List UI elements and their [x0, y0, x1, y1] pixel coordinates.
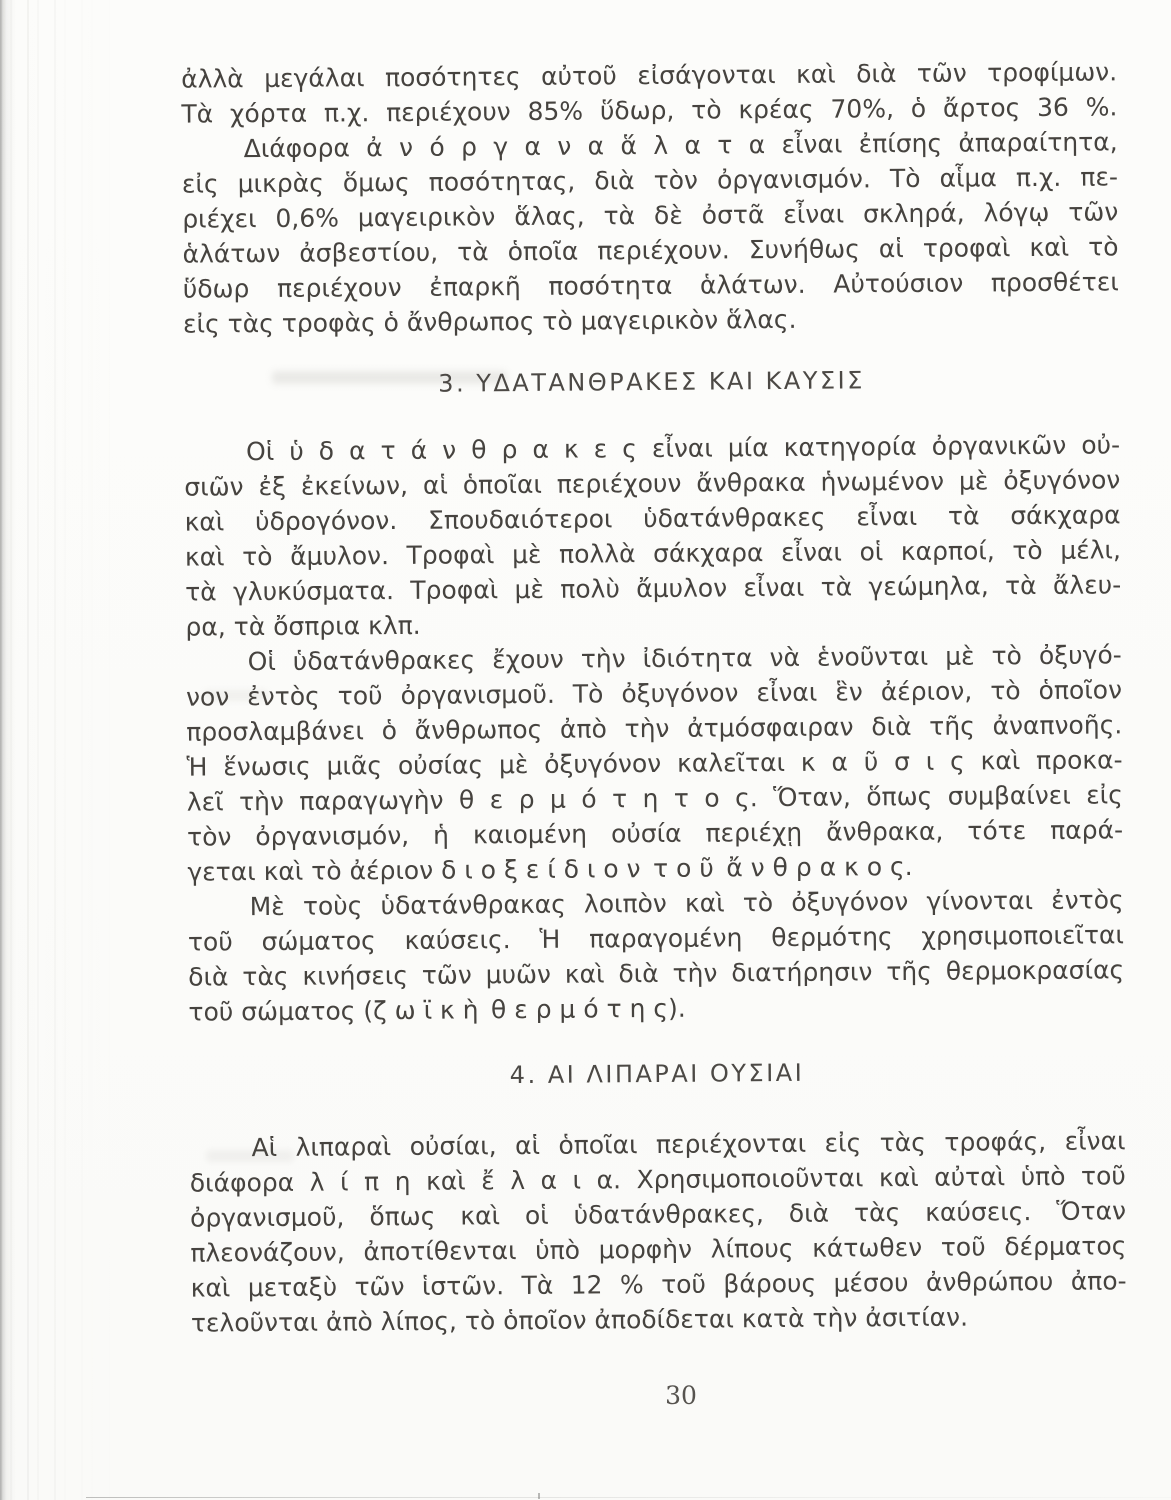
text-line: εἰς τὰς τροφὰς ὁ ἄνθρωπος τὸ μαγειρικὸν ἅλας.	[182, 304, 797, 339]
text-line: τελοῦνται ἀπὸ λίπος, τὸ ὁποῖον ἀποδίδεται κατὰ τὴν ἀσιτίαν.	[190, 1302, 969, 1338]
text-line: καὶ μεταξὺ τῶν ἱστῶν. Τὰ 12 % τοῦ βάρους μέσου ἀνθρώπου ἀπο-	[190, 1266, 1127, 1303]
paragraph	[181, 54, 1118, 131]
text-line: ἁλάτων ἀσβεστίου, τὰ ὁποῖα περιέχουν. Συνήθως αἱ τροφαὶ καὶ τὸ	[182, 232, 1119, 269]
text-line: τοῦ σώματος καύσεις. Ἡ παραγομένη θερμότης χρησιμοποιεῖται	[187, 920, 1125, 957]
text-line: εἰς μικρὰς ὅμως ποσότητας, διὰ τὸν ὀργανισμόν. Τὸ αἷμα π.χ. πε-	[181, 162, 1119, 199]
section-heading: 4. ΑΙ ΛΙΠΑΡΑΙ ΟΥΣΙΑΙ	[509, 1058, 805, 1090]
text-line: Διάφορα ἀ ν ό ρ γ α ν α ἅ λ α τ α εἶναι ἐπίσης ἀπαραίτητα,	[243, 127, 1118, 164]
text-line: τὸν ὀργανισμόν, ἡ καιομένη οὐσία περιέχῃ ἄνθρακα, τότε παρά-	[186, 815, 1124, 852]
text-line: Μὲ τοὺς ὑδατάνθρακας λοιπὸν καὶ τὸ ὀξυγόνον γίνονται ἐντὸς	[249, 885, 1124, 922]
text-line: προσλαμβάνει ὁ ἄνθρωπος ἀπὸ τὴν ἀτμόσφαιραν διὰ τῆς ἀναπνοῆς.	[186, 710, 1123, 747]
text-line: Αἱ λιπαραὶ οὐσίαι, αἱ ὁποῖαι περιέχονται εἰς τὰς τροφάς, εἶναι	[251, 1126, 1126, 1163]
scan-edge-artifact-bottom	[86, 1497, 1171, 1498]
text-line: νον ἐντὸς τοῦ ὀργανισμοῦ. Τὸ ὀξυγόνον εἶναι ἓν ἀέριον, τὸ ὁποῖον	[185, 675, 1123, 712]
text-line: Ἡ ἕνωσις μιᾶς οὐσίας μὲ ὀξυγόνον καλεῖται κ α ῦ σ ι ς καὶ προκα-	[186, 745, 1123, 782]
text-line: πλεονάζουν, ἀποτίθενται ὑπὸ μορφὴν λίπους κάτωθεν τοῦ δέρματος	[190, 1231, 1127, 1268]
paragraph	[186, 637, 1124, 889]
scan-edge-artifact-left	[0, 0, 118, 1500]
paragraph	[184, 427, 1122, 644]
text-line: ριέχει 0,6% μαγειρικὸν ἅλας, τὰ δὲ ὀστᾶ εἶναι σκληρά, λόγῳ τῶν	[182, 197, 1119, 234]
text-line: ὀργανισμοῦ, ὅπως καὶ οἱ ὑδατάνθρακες, διὰ τὰς καύσεις. Ὅταν	[189, 1196, 1127, 1233]
section-heading: 3. ΥΔΑΤΑΝΘΡΑΚΕΣ ΚΑΙ ΚΑΥΣΙΣ	[438, 366, 865, 398]
text-line: καὶ τὸ ἄμυλον. Τροφαὶ μὲ πολλὰ σάκχαρα εἶναι οἱ καρποί, τὸ μέλι,	[184, 535, 1121, 572]
text-line: ἀλλὰ μεγάλαι ποσότητες αὐτοῦ εἰσάγονται καὶ διὰ τῶν τροφίμων.	[181, 57, 1118, 94]
scan-edge-tick	[538, 1493, 540, 1499]
text-line: ρα, τὰ ὄσπρια κλπ.	[185, 610, 421, 642]
text-line: Οἱ ὑ δ α τ ά ν θ ρ α κ ε ς εἶναι μία κατηγορία ὀργανικῶν οὐ-	[245, 430, 1121, 467]
page-text	[181, 54, 1127, 1340]
text-line: διὰ τὰς κινήσεις τῶν μυῶν καὶ διὰ τὴν διατήρησιν τῆς θερμοκρασίας	[188, 955, 1125, 992]
text-line: τοῦ σώματος (ζ ω ϊ κ ὴ θ ε ρ μ ό τ η ς).	[188, 993, 686, 1027]
text-line: τὰ γλυκύσματα. Τροφαὶ μὲ πολὺ ἄμυλον εἶναι τὰ γεώμηλα, τὰ ἄλευ-	[185, 570, 1122, 607]
paragraph	[188, 882, 1125, 1029]
text-line: σιῶν ἐξ ἐκείνων, αἱ ὁποῖαι περιέχουν ἄνθρακα ἡνωμένον μὲ ὀξυγόνον	[184, 465, 1121, 502]
text-line: ὕδωρ περιέχουν ἐπαρκῆ ποσότητα ἁλάτων. Αὐτούσιον προσθέτει	[182, 267, 1119, 304]
paragraph	[189, 1123, 1127, 1340]
text-line: λεῖ τὴν παραγωγὴν θ ε ρ μ ό τ η τ ο ς. Ὅταν, ὅπως συμβαίνει εἰς	[186, 780, 1123, 817]
paragraph	[182, 124, 1120, 341]
text-line: Τὰ χόρτα π.χ. περιέχουν 85% ὕδωρ, τὸ κρέας 70%, ὁ ἄρτος 36 %.	[181, 92, 1118, 129]
text-line: Οἱ ὑδατάνθρακες ἔχουν τὴν ἰδιότητα νὰ ἑνοῦνται μὲ τὸ ὀξυγό-	[247, 640, 1122, 677]
text-line: γεται καὶ τὸ ἀέριον δ ι ο ξ ε ί δ ι ο ν τ ο ῦ ἄ ν θ ρ α κ ο ς.	[187, 851, 913, 887]
page-number: 30	[665, 1381, 697, 1410]
text-line: διάφορα λ ί π η καὶ ἔ λ α ι α. Χρησιμοποιοῦνται καὶ αὐταὶ ὑπὸ τοῦ	[189, 1161, 1126, 1198]
text-line: καὶ ὑδρογόνον. Σπουδαιότεροι ὑδατάνθρακες εἶναι τὰ σάκχαρα	[184, 500, 1121, 537]
